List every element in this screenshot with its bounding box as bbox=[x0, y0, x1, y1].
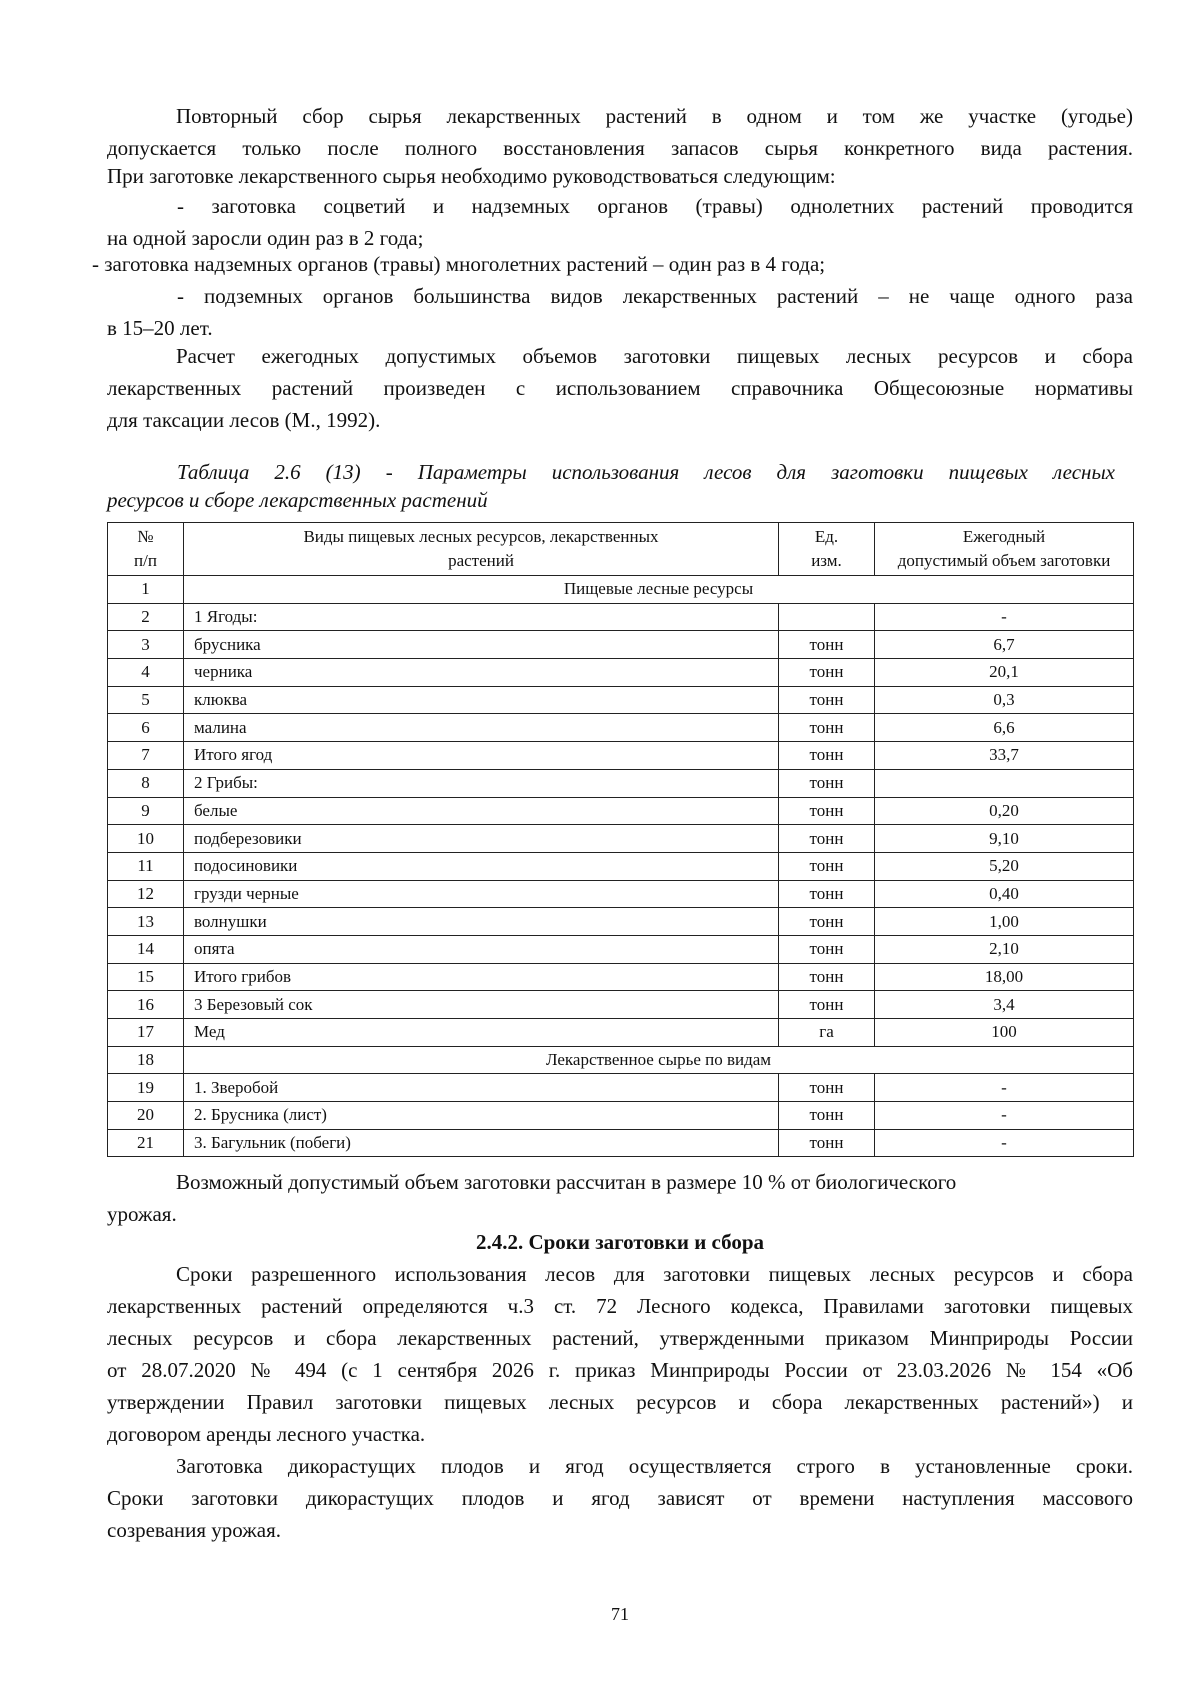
header-text: № bbox=[137, 527, 154, 546]
cell-resource-name: 2. Брусника (лист) bbox=[184, 1102, 779, 1130]
table-caption bbox=[107, 458, 1133, 514]
cell-volume: 20,1 bbox=[875, 659, 1134, 687]
table-header-row bbox=[108, 523, 1134, 576]
text-line: утверждении Правил заготовки пищевых лесных ресурсов и сбора лекарственных растений») и bbox=[107, 1390, 1133, 1414]
text-line: Заготовка дикорастущих плодов и ягод осуществляется строго в установленные сроки. bbox=[176, 1454, 1133, 1478]
table-row bbox=[108, 825, 1134, 853]
text-line: от 28.07.2020 № 494 (с 1 сентября 2026 г. приказ Минприроды России от 23.03.2026 № 154 «Об bbox=[107, 1358, 1133, 1382]
table-row bbox=[108, 797, 1134, 825]
header-text: допустимый объем заготовки bbox=[897, 551, 1111, 570]
cell-unit: тонн bbox=[779, 659, 875, 687]
text-line: допускается только после полного восстановления запасов сырья конкретного вида растения. bbox=[107, 136, 1133, 160]
cell-resource-name: брусника bbox=[184, 631, 779, 659]
paragraph-rule-perennial bbox=[92, 248, 1118, 280]
table-row bbox=[108, 963, 1134, 991]
cell-resource-name: грузди черные bbox=[184, 880, 779, 908]
cell-volume: 33,7 bbox=[875, 742, 1134, 770]
cell-unit: тонн bbox=[779, 686, 875, 714]
text-line: для таксации лесов (М., 1992). bbox=[107, 408, 381, 432]
cell-volume: 18,00 bbox=[875, 963, 1134, 991]
cell-volume: 9,10 bbox=[875, 825, 1134, 853]
text-line: лесных ресурсов и сбора лекарственных растений, утвержденными приказом Минприроды России bbox=[107, 1326, 1133, 1350]
text-line: При заготовке лекарственного сырья необходимо руководствоваться следующим: bbox=[107, 164, 836, 188]
cell-unit: тонн bbox=[779, 908, 875, 936]
text-line: урожая. bbox=[107, 1202, 177, 1226]
table-row bbox=[108, 1019, 1134, 1047]
cell-volume: 6,7 bbox=[875, 631, 1134, 659]
table-row bbox=[108, 852, 1134, 880]
resources-table bbox=[107, 522, 1134, 1157]
text-line: - заготовка надземных органов (травы) многолетних растений – один раз в 4 года; bbox=[92, 252, 826, 276]
cell-resource-name: 2 Грибы: bbox=[184, 769, 779, 797]
cell-resource-name: клюква bbox=[184, 686, 779, 714]
cell-unit: тонн bbox=[779, 880, 875, 908]
cell-number: 3 bbox=[108, 631, 184, 659]
cell-volume: 5,20 bbox=[875, 852, 1134, 880]
cell-number: 16 bbox=[108, 991, 184, 1019]
cell-number: 6 bbox=[108, 714, 184, 742]
cell-number: 5 bbox=[108, 686, 184, 714]
cell-unit: тонн bbox=[779, 1102, 875, 1130]
cell-number: 4 bbox=[108, 659, 184, 687]
table-row bbox=[108, 769, 1134, 797]
paragraph-repeat-harvest bbox=[107, 100, 1133, 164]
cell-number: 8 bbox=[108, 769, 184, 797]
table-row bbox=[108, 631, 1134, 659]
header-text: изм. bbox=[811, 551, 842, 570]
cell-resource-name: подберезовики bbox=[184, 825, 779, 853]
paragraph-rule-underground bbox=[107, 280, 1133, 344]
text-line: созревания урожая. bbox=[107, 1518, 281, 1542]
cell-resource-name: 1 Ягоды: bbox=[184, 603, 779, 631]
cell-resource-name: волнушки bbox=[184, 908, 779, 936]
cell-number: 18 bbox=[108, 1046, 184, 1074]
text-line: - заготовка соцветий и надземных органов (травы) однолетних растений проводится bbox=[177, 194, 1133, 218]
cell-volume: 1,00 bbox=[875, 908, 1134, 936]
text-line: на одной заросли один раз в 2 года; bbox=[107, 226, 424, 250]
cell-number: 10 bbox=[108, 825, 184, 853]
header-text: растений bbox=[448, 551, 514, 570]
table-row bbox=[108, 1129, 1134, 1157]
text-line: в 15–20 лет. bbox=[107, 316, 213, 340]
text-line: Повторный сбор сырья лекарственных растений в одном и том же участке (угодье) bbox=[176, 104, 1133, 128]
cell-resource-name: 3 Березовый сок bbox=[184, 991, 779, 1019]
table-row bbox=[108, 714, 1134, 742]
cell-unit: тонн bbox=[779, 1129, 875, 1157]
cell-number: 20 bbox=[108, 1102, 184, 1130]
table-row bbox=[108, 603, 1134, 631]
cell-volume: - bbox=[875, 603, 1134, 631]
paragraph-guidelines-intro bbox=[107, 160, 1133, 192]
cell-resource-name: черника bbox=[184, 659, 779, 687]
cell-volume bbox=[875, 769, 1134, 797]
cell-group-heading: Лекарственное сырье по видам bbox=[184, 1046, 1134, 1074]
header-text: Ед. bbox=[814, 527, 839, 546]
paragraph-terms bbox=[107, 1258, 1133, 1450]
header-text: Ежегодный bbox=[962, 527, 1046, 546]
cell-number: 7 bbox=[108, 742, 184, 770]
paragraph-wild-fruits bbox=[107, 1450, 1133, 1546]
cell-resource-name: Итого ягод bbox=[184, 742, 779, 770]
text-line: лекарственных растений произведен с использованием справочника Общесоюзные нормативы bbox=[107, 376, 1133, 400]
cell-volume: 0,20 bbox=[875, 797, 1134, 825]
table-row bbox=[108, 991, 1134, 1019]
cell-unit: тонн bbox=[779, 825, 875, 853]
cell-unit: тонн bbox=[779, 935, 875, 963]
cell-resource-name: 1. Зверобой bbox=[184, 1074, 779, 1102]
table-row bbox=[108, 659, 1134, 687]
cell-volume: - bbox=[875, 1129, 1134, 1157]
cell-volume: 0,3 bbox=[875, 686, 1134, 714]
table-row bbox=[108, 1102, 1134, 1130]
table-row bbox=[108, 576, 1134, 604]
table-row bbox=[108, 742, 1134, 770]
cell-unit: тонн bbox=[779, 797, 875, 825]
text-line: Сроки разрешенного использования лесов для заготовки пищевых лесных ресурсов и сбора bbox=[176, 1262, 1133, 1286]
cell-unit: тонн bbox=[779, 631, 875, 659]
cell-number: 11 bbox=[108, 852, 184, 880]
cell-number: 17 bbox=[108, 1019, 184, 1047]
header-text: Виды пищевых лесных ресурсов, лекарственных bbox=[303, 527, 659, 546]
table-row bbox=[108, 908, 1134, 936]
cell-group-heading: Пищевые лесные ресурсы bbox=[184, 576, 1134, 604]
cell-number: 15 bbox=[108, 963, 184, 991]
table-row bbox=[108, 1046, 1134, 1074]
text-line: Расчет ежегодных допустимых объемов заготовки пищевых лесных ресурсов и сбора bbox=[176, 344, 1133, 368]
cell-unit: тонн bbox=[779, 1074, 875, 1102]
text-line: Возможный допустимый объем заготовки рассчитан в размере 10 % от биологического bbox=[176, 1170, 957, 1194]
cell-unit: тонн bbox=[779, 742, 875, 770]
cell-number: 2 bbox=[108, 603, 184, 631]
cell-volume: 6,6 bbox=[875, 714, 1134, 742]
paragraph-rule-annual bbox=[107, 190, 1133, 254]
cell-unit bbox=[779, 603, 875, 631]
cell-number: 13 bbox=[108, 908, 184, 936]
cell-resource-name: опята bbox=[184, 935, 779, 963]
cell-resource-name: Мед bbox=[184, 1019, 779, 1047]
cell-resource-name: подосиновики bbox=[184, 852, 779, 880]
table-row bbox=[108, 1074, 1134, 1102]
cell-unit: га bbox=[779, 1019, 875, 1047]
cell-resource-name: 3. Багульник (побеги) bbox=[184, 1129, 779, 1157]
table-row bbox=[108, 686, 1134, 714]
paragraph-calculation bbox=[107, 340, 1133, 436]
cell-resource-name: малина bbox=[184, 714, 779, 742]
cell-resource-name: Итого грибов bbox=[184, 963, 779, 991]
text-line: - подземных органов большинства видов лекарственных растений – не чаще одного раза bbox=[177, 284, 1133, 308]
caption-line: Таблица 2.6 (13) - Параметры использования лесов для заготовки пищевых лесных bbox=[177, 460, 1115, 484]
caption-line: ресурсов и сборе лекарственных растений bbox=[107, 488, 488, 512]
table-row bbox=[108, 880, 1134, 908]
cell-volume: - bbox=[875, 1074, 1134, 1102]
cell-number: 21 bbox=[108, 1129, 184, 1157]
header-cell-name bbox=[184, 523, 779, 576]
cell-resource-name: белые bbox=[184, 797, 779, 825]
cell-volume: 3,4 bbox=[875, 991, 1134, 1019]
cell-number: 14 bbox=[108, 935, 184, 963]
text-line: лекарственных растений определяются ч.3 ст. 72 Лесного кодекса, Правилами заготовки пищевых bbox=[107, 1294, 1133, 1318]
text-line: договором аренды лесного участка. bbox=[107, 1422, 426, 1446]
cell-volume: - bbox=[875, 1102, 1134, 1130]
cell-number: 19 bbox=[108, 1074, 184, 1102]
header-cell-number bbox=[108, 523, 184, 576]
cell-volume: 2,10 bbox=[875, 935, 1134, 963]
cell-number: 9 bbox=[108, 797, 184, 825]
header-cell-volume bbox=[875, 523, 1134, 576]
table-row bbox=[108, 935, 1134, 963]
page-number: 71 bbox=[611, 1604, 629, 1624]
cell-unit: тонн bbox=[779, 852, 875, 880]
paragraph-volume-note bbox=[107, 1166, 1133, 1230]
header-cell-unit bbox=[779, 523, 875, 576]
section-heading: 2.4.2. Сроки заготовки и сбора bbox=[475, 1230, 765, 1254]
cell-number: 1 bbox=[108, 576, 184, 604]
cell-unit: тонн bbox=[779, 769, 875, 797]
cell-unit: тонн bbox=[779, 963, 875, 991]
header-text: п/п bbox=[134, 551, 157, 570]
cell-volume: 100 bbox=[875, 1019, 1134, 1047]
cell-unit: тонн bbox=[779, 991, 875, 1019]
cell-volume: 0,40 bbox=[875, 880, 1134, 908]
cell-number: 12 bbox=[108, 880, 184, 908]
text-line: Сроки заготовки дикорастущих плодов и ягод зависят от времени наступления массового bbox=[107, 1486, 1133, 1510]
cell-unit: тонн bbox=[779, 714, 875, 742]
